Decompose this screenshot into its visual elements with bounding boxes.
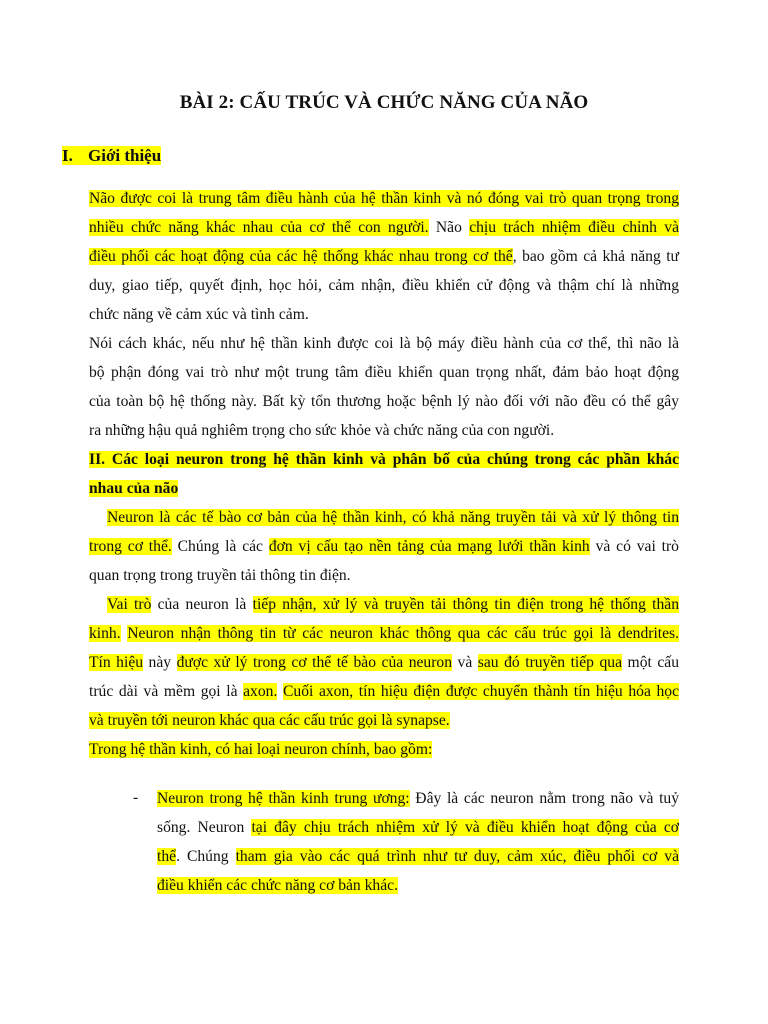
highlighted-text: được xử lý trong cơ thể tế bào của neuron	[176, 654, 453, 671]
plain-text: một cấu	[622, 654, 679, 671]
paragraph-line: bộ phận đóng vai trò như một trung tâm điều khiển quan trọng nhất, đảm bảo hoạt động	[89, 364, 679, 381]
highlighted-text: tại đây chịu trách nhiệm xử lý và điều khiển hoạt động của cơ	[251, 819, 679, 836]
highlighted-text: sau đó truyền tiếp qua	[477, 654, 623, 671]
paragraph-line	[89, 711, 679, 731]
paragraph-line	[89, 624, 679, 644]
highlighted-text: tham gia vào các quá trình như tư duy, cảm xúc, điều phối cơ và	[235, 848, 679, 865]
highlighted-text: thể	[157, 848, 177, 865]
plain-text: Chúng là các	[171, 538, 269, 555]
paragraph-line	[89, 537, 679, 557]
paragraph-line	[89, 740, 679, 760]
highlighted-text: trong cơ thể.	[89, 538, 172, 555]
paragraph-line	[89, 247, 679, 267]
section-heading-neurons-cont	[89, 479, 679, 499]
highlighted-text: Neuron trong hệ thần kinh trung ương:	[157, 790, 410, 807]
paragraph-line	[89, 218, 679, 238]
paragraph-line: Nói cách khác, nếu như hệ thần kinh được coi là bộ máy điều hành của cơ thể, thì não là	[89, 335, 679, 352]
plain-text: Não	[428, 219, 470, 236]
bullet-marker: -	[133, 789, 139, 806]
highlighted-text: nhiều chức năng khác nhau của cơ thể con người.	[89, 219, 429, 236]
paragraph-line	[107, 508, 679, 528]
paragraph-line: chức năng về cảm xúc và tình cảm.	[89, 306, 309, 323]
bullet-line	[157, 789, 679, 809]
highlighted-text: Não được coi là trung tâm điều hành của hệ thần kinh và nó đóng vai trò quan trọng trong	[89, 190, 679, 207]
paragraph-line: duy, giao tiếp, quyết định, học hỏi, cảm nhận, điều khiển cử động và thậm chí là những	[89, 277, 679, 294]
section-label: Giới thiệu	[88, 146, 162, 165]
plain-text: của neuron là	[151, 596, 253, 613]
highlighted-text: Neuron nhận thông tin từ các neuron khác thông qua các cấu trúc gọi là dendrites.	[127, 625, 679, 642]
highlighted-text: kinh.	[89, 625, 121, 642]
section-heading-neurons	[89, 450, 679, 470]
paragraph-line: của toàn bộ hệ thống này. Bất kỳ tổn thương hoặc bệnh lý nào đối với não đều có thể gây	[89, 393, 679, 410]
highlighted-text: và truyền tới neuron khác qua các cấu trúc gọi là synapse.	[89, 712, 450, 729]
plain-text: và	[452, 654, 478, 671]
section-heading-intro	[62, 146, 161, 166]
highlighted-text: Vai trò	[107, 596, 152, 613]
highlighted-text: nhau của não	[89, 480, 179, 497]
highlighted-text: điều khiển các chức năng cơ bản khác.	[157, 877, 398, 894]
paragraph-line	[89, 653, 679, 673]
plain-text: Đây là các neuron nằm trong não và tuỷ	[409, 790, 680, 807]
highlighted-text: chịu trách nhiệm điều chỉnh và	[469, 219, 679, 236]
paragraph-line: ra những hậu quả nghiêm trọng cho sức khỏe và chức năng của con người.	[89, 422, 555, 439]
highlighted-text: điều phối các hoạt động của các hệ thống khác nhau trong cơ thể	[89, 248, 513, 265]
highlighted-text: tiếp nhận, xử lý và truyền tải thông tin điện trong hệ thống thần	[252, 596, 679, 613]
section-heading-highlight	[62, 146, 161, 165]
plain-text: trúc dài và mềm gọi là	[89, 683, 244, 700]
paragraph-line	[89, 189, 679, 209]
plain-text: và có vai trò	[589, 538, 679, 555]
bullet-line	[157, 847, 679, 867]
highlighted-text: đơn vị cấu tạo nền tảng của mạng lưới thần kinh	[268, 538, 590, 555]
plain-text: , bao gồm cả khả năng tư	[512, 248, 679, 265]
highlighted-text: axon.	[243, 683, 278, 700]
plain-text: này	[143, 654, 177, 671]
section-number: I.	[62, 146, 73, 165]
paragraph-line	[107, 595, 679, 615]
highlighted-text: Trong hệ thần kinh, có hai loại neuron chính, bao gồm:	[89, 741, 433, 758]
document-title: BÀI 2: CẤU TRÚC VÀ CHỨC NĂNG CỦA NÃO	[179, 92, 589, 113]
plain-text: . Chúng	[176, 848, 236, 865]
bullet-line	[157, 818, 679, 838]
plain-text: sống. Neuron	[157, 819, 252, 836]
highlighted-text: Tín hiệu	[89, 654, 144, 671]
paragraph-line	[89, 682, 679, 702]
paragraph-line: quan trọng trong truyền tải thông tin điện.	[89, 567, 351, 584]
highlighted-text: Cuối axon, tín hiệu điện được chuyển thành tín hiệu hóa học	[283, 683, 680, 700]
bullet-line	[157, 876, 679, 896]
highlighted-text: II. Các loại neuron trong hệ thần kinh và phân bố của chúng trong các phần khác	[89, 451, 679, 468]
highlighted-text: Neuron là các tế bào cơ bản của hệ thần kinh, có khả năng truyền tải và xử lý thông tin	[107, 509, 679, 526]
